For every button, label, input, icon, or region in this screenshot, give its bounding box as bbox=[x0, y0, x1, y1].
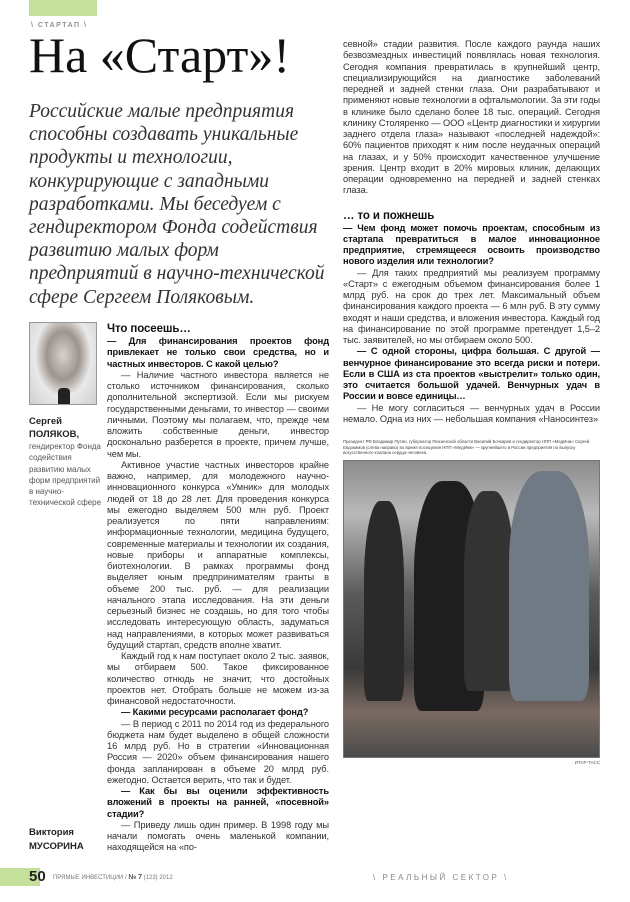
bio-role: гендиректор Фонда содействия развитию малых форм предприятий в научно-технической сфере bbox=[29, 442, 102, 508]
section-name: \ РЕАЛЬНЫЙ СЕКТОР \ bbox=[373, 872, 509, 882]
question: — Для финансирования проектов фонд привлекает не только свои средства, но и частных инвесторов. С какой целью? bbox=[107, 336, 329, 369]
page-number: 50 bbox=[29, 867, 46, 885]
sidebar bbox=[29, 322, 107, 854]
answer: — В период с 2011 по 2014 год из федерального бюджета нам будет выделено в общей сложности 16 млрд руб. Но в стратегии «Инновационная Россия — 2020» объем финансирования нашего фонда запланирован в объеме 20 млрд руб. ежегодно. Остается верить, что так и будет. bbox=[107, 718, 329, 785]
page-footer bbox=[0, 868, 630, 886]
right-area bbox=[343, 0, 600, 854]
question: — Какими ресурсами располагает фонд? bbox=[121, 707, 309, 718]
photo-caption: Президент РФ Владимир Путин, губернатор Пензенской области Василий Бочкарев и гендиректор НПП «МедИнж» Сергей Евдокимов (слева направо) во время посещения НПП «МедИнж» — крупнейшего в России предприятия по выпуску искусственного клапана сердца человека. bbox=[343, 439, 590, 455]
answer: — Приведу лишь один пример. В 1998 году мы начали помогать очень маленькой компании, находящейся на «по- bbox=[107, 819, 329, 853]
question: — Чем фонд может помочь проектам, способным из стартапа превратиться в малое инновационное предприятие, стремящееся освоить производство нового изделия или технологии? bbox=[343, 222, 600, 267]
column-right bbox=[343, 39, 600, 425]
left-area bbox=[29, 0, 333, 854]
question: — Как бы вы оценили эффективность вложений в проекты на ранней, «посевной» стадии? bbox=[107, 786, 329, 819]
question: — С одной стороны, цифра большая. С другой — венчурное финансирование это всегда риски и потери. Если в США из ста проектов «выстрелит» только один, это считается большой удачей. Венчурных удач в России и вовсе единицы… bbox=[343, 346, 600, 402]
portrait-photo bbox=[29, 322, 97, 405]
article-lede: Российские малые предприятия способны создавать уникальные продукты и технологии, конкурирующие с западными разработками. Мы беседуем с гендиректором Фонда содействия развитию малых форм предприятий в научно-технической сфере Сергеем Поляковым. bbox=[29, 101, 325, 308]
magazine-info bbox=[53, 874, 173, 882]
rubric-label: \ СТАРТАП \ bbox=[31, 22, 88, 29]
magazine-name: ПРЯМЫЕ ИНВЕСТИЦИИ / bbox=[53, 874, 129, 881]
news-photo bbox=[343, 460, 600, 758]
author-byline bbox=[29, 826, 107, 854]
subheading: … то и пожнешь bbox=[343, 209, 435, 222]
interviewee-block bbox=[29, 322, 107, 509]
content-grid bbox=[29, 0, 630, 854]
author-first-name: Виктория bbox=[29, 826, 74, 838]
column-middle bbox=[107, 322, 329, 854]
issue-number: № 7 bbox=[128, 873, 142, 881]
bio-first-name: Сергей bbox=[29, 416, 63, 427]
photo-credit: ИТАР-ТАСС bbox=[574, 759, 600, 765]
bio-last-name: ПОЛЯКОВ, bbox=[29, 429, 80, 440]
answer: — Наличие частного инвестора является не столько источником финансирования, сколько дополнительной экспертизой. Если мы рискуем государственными деньгами, то инвестор — своими личными. Поэтому мы полагаем, что, прежде чем вложить собственные деньги, инвестор досконально разберется в проекте, причем лучше, чем мы. bbox=[107, 369, 329, 459]
paragraph: севной» стадии развития. После каждого раунда наших безвозмездных инвестиций появлялась новая технология. Сегодня компания превратилась в крупнейший центр, специализирующийся на диагностике заболеваний передней и задней стенки глаза. Они разрабатывают и применяют новые технологии в офтальмологии. За эти годы в клинике было сделано более 18 тыс. операций. Сегодня клинику Столяренко — ООО «Центр диагностики и хирургии заднего отдела глаза» называют «последней надеждой»: 60% пациентов приходят к ним после неудачных операций на глазах, и у 50% происходит качественное улучшение зрения. Центр входит в 20% мировых клиник, делающих операции одновременно на передней и задней стенках глаза. bbox=[343, 39, 600, 196]
answer: — Для таких предприятий мы реализуем программу «Старт» с ежегодным объемом финансирования более 1 млрд руб. на срок до трех лет. Максимальный объем финансирования каждого проекта — 6 млн руб. В эту сумму входят и наши средства, и вложения инвестора. Каждый год на финансирование по этой программе претендует 1,5–2 тыс. заявителей, но мы отбираем около 500. bbox=[343, 267, 600, 345]
issue-year: (123) 2012 bbox=[141, 874, 173, 881]
paragraph: Каждый год к нам поступает около 2 тыс. заявок, мы отбираем 500. Такое фиксированное количество отнюдь не значит, что достойных проектов нет. Отобрать больше не можем из-за финансовой недостаточности. bbox=[107, 651, 329, 706]
author-last-name: МУСОРИНА bbox=[29, 840, 84, 852]
subheading: Что посеешь… bbox=[107, 323, 191, 335]
article-title: На «Старт»! bbox=[29, 27, 290, 83]
answer: — Не могу согласиться — венчурных удач в России немало. Одна из них — небольшая компания «Наносинтез» bbox=[343, 402, 600, 424]
paragraph: Активное участие частных инвесторов крайне важно, например, для молодежного научно-инновационного конкурса «Умник» для молодых людей от 18 до 28 лет. Для проведения конкурса мы ежегодно выделяем 500 млн руб. Проект реализуется по пяти направлениям: информационные технологии, медицина будущего, современные материалы и технологии их создания, новые приборы и аппаратные комплексы, биотехнологии. В рамках программы фонд выделяет юным предпринимателям гранты в объеме 200 тыс. руб. — для реализации начального этапа исследования. На эти деньги серьезный бизнес не создашь, но для того чтобы исследовать интересующую область, задуматься над направлениями, в которых может развиваться будущий стартап, средств вполне хватит. bbox=[107, 459, 329, 650]
left-columns bbox=[29, 322, 333, 854]
header-accent-bar bbox=[29, 0, 97, 16]
interviewee-bio bbox=[29, 415, 104, 509]
